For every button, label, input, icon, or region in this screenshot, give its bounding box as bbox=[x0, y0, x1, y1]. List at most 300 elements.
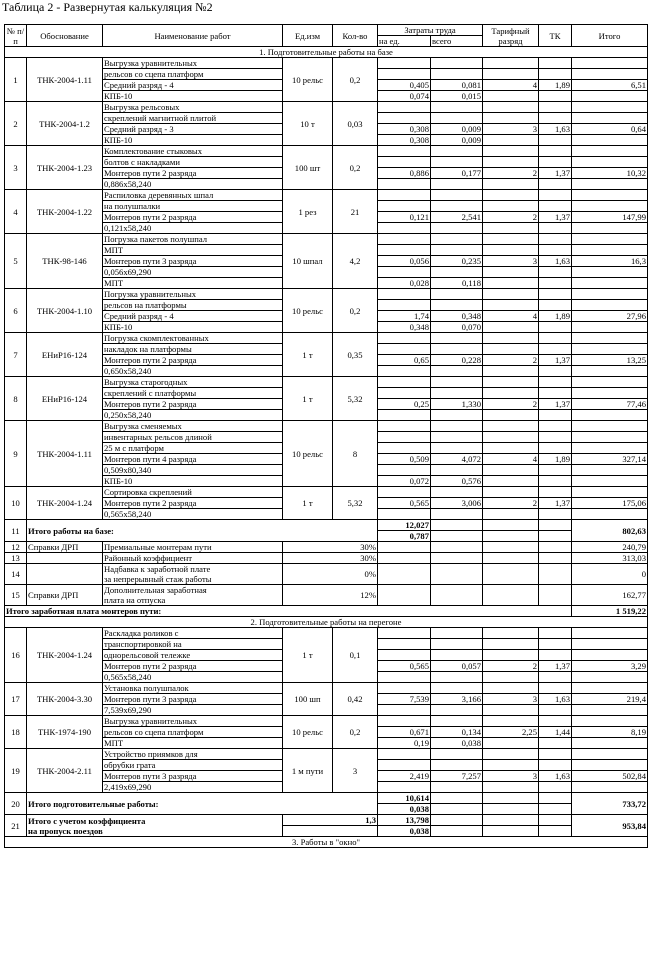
labor-total: 0,134 bbox=[431, 727, 483, 738]
cell bbox=[483, 826, 539, 837]
tk-value bbox=[539, 509, 572, 520]
row-total bbox=[572, 91, 648, 102]
cell bbox=[539, 804, 572, 815]
tk-value bbox=[539, 366, 572, 377]
labor-total bbox=[431, 421, 483, 432]
row-total bbox=[572, 113, 648, 124]
row-qty: 0,03 bbox=[333, 102, 378, 146]
table-row bbox=[5, 585, 648, 606]
work-name: Выгрузка старогодных bbox=[103, 377, 283, 388]
tk-value bbox=[539, 289, 572, 300]
row-total bbox=[572, 333, 648, 344]
labor-per-unit: 0,074 bbox=[378, 91, 431, 102]
tk-value bbox=[539, 465, 572, 476]
tk-value bbox=[539, 333, 572, 344]
cell bbox=[539, 793, 572, 804]
row-basis: ЕНиР16-124 bbox=[27, 377, 103, 421]
tk-value bbox=[539, 650, 572, 661]
tariff-grade bbox=[483, 388, 539, 399]
tk-value bbox=[539, 760, 572, 771]
labor-per-unit bbox=[378, 69, 431, 80]
work-name-line: Районный коэффициент bbox=[104, 553, 193, 563]
row-number: 7 bbox=[5, 333, 27, 377]
row-unit: 100 шп bbox=[283, 683, 333, 716]
work-name: однорельсовой тележке bbox=[103, 650, 283, 661]
tk-value bbox=[539, 179, 572, 190]
labor-total: 10,614 bbox=[378, 793, 431, 804]
labor-per-unit bbox=[378, 223, 431, 234]
cell bbox=[539, 553, 572, 564]
header-row bbox=[5, 25, 648, 36]
total-row bbox=[5, 815, 648, 826]
row-number: 2 bbox=[5, 102, 27, 146]
tk-value bbox=[539, 705, 572, 716]
tk-value bbox=[539, 91, 572, 102]
row-qty: 8 bbox=[333, 421, 378, 487]
labor-total: 7,257 bbox=[431, 771, 483, 782]
labor-per-unit: 0,028 bbox=[378, 278, 431, 289]
row-unit: 1 т bbox=[283, 333, 333, 377]
row-total: 733,72 bbox=[572, 793, 648, 815]
tariff-grade bbox=[483, 760, 539, 771]
tariff-grade: 3 bbox=[483, 256, 539, 267]
work-name: Монтеров пути 3 разряда bbox=[103, 694, 283, 705]
tk-value bbox=[539, 300, 572, 311]
labor-total bbox=[431, 509, 483, 520]
tariff-grade bbox=[483, 69, 539, 80]
row-total bbox=[572, 201, 648, 212]
labor-total: 0,787 bbox=[378, 531, 431, 542]
tk-value bbox=[539, 410, 572, 421]
work-name: Устройство приямков для bbox=[103, 749, 283, 760]
wage-total-label: Итого заработная плата монтеров пути: bbox=[5, 606, 572, 617]
labor-per-unit bbox=[378, 113, 431, 124]
row-unit: 1 т bbox=[283, 628, 333, 683]
percent: 30% bbox=[283, 542, 378, 553]
row-basis: ТНК-2004-1.10 bbox=[27, 289, 103, 333]
labor-per-unit: 0,886 bbox=[378, 168, 431, 179]
tariff-grade bbox=[483, 487, 539, 498]
tariff-grade bbox=[483, 377, 539, 388]
row-total bbox=[572, 465, 648, 476]
labor-per-unit: 0,405 bbox=[378, 80, 431, 91]
tariff-grade bbox=[483, 509, 539, 520]
row-basis: ТНК-2004-1.23 bbox=[27, 146, 103, 190]
row-total: 27,96 bbox=[572, 311, 648, 322]
tariff-grade: 2 bbox=[483, 498, 539, 509]
labor-total bbox=[431, 443, 483, 454]
labor-per-unit bbox=[378, 289, 431, 300]
header-tk: ТК bbox=[539, 25, 572, 47]
cell bbox=[431, 815, 483, 826]
table-row bbox=[5, 377, 648, 388]
tk-value bbox=[539, 388, 572, 399]
percent: 0% bbox=[283, 564, 378, 585]
work-name: Установка полушпалок bbox=[103, 683, 283, 694]
row-number: 4 bbox=[5, 190, 27, 234]
cell bbox=[483, 804, 539, 815]
row-number: 21 bbox=[5, 815, 27, 837]
row-basis: ТНК-2004-1.11 bbox=[27, 421, 103, 487]
header-total-labor: всего bbox=[431, 36, 483, 47]
labor-total bbox=[431, 650, 483, 661]
cell bbox=[483, 520, 539, 531]
tk-value bbox=[539, 157, 572, 168]
table-row bbox=[5, 542, 648, 553]
table-row bbox=[5, 487, 648, 498]
labor-total bbox=[431, 749, 483, 760]
labor-total: 0,177 bbox=[431, 168, 483, 179]
labor-total bbox=[431, 716, 483, 727]
labor-per-unit bbox=[378, 650, 431, 661]
tariff-grade: 3 bbox=[483, 694, 539, 705]
work-name bbox=[103, 564, 283, 585]
work-name: 0,056х69,290 bbox=[103, 267, 283, 278]
work-name: скреплений магнитной плитой bbox=[103, 113, 283, 124]
work-name: Монтеров пути 2 разряда bbox=[103, 355, 283, 366]
tariff-grade: 2 bbox=[483, 212, 539, 223]
work-name: Выгрузка уравнительных bbox=[103, 58, 283, 69]
row-number: 13 bbox=[5, 553, 27, 564]
tariff-grade bbox=[483, 135, 539, 146]
labor-per-unit bbox=[378, 509, 431, 520]
header-basis: Обоснование bbox=[27, 25, 103, 47]
tk-value bbox=[539, 278, 572, 289]
row-total bbox=[572, 760, 648, 771]
table-row bbox=[5, 234, 648, 245]
row-basis: Справки ДРП bbox=[27, 542, 103, 553]
work-name: Монтеров пути 2 разряда bbox=[103, 168, 283, 179]
row-total: 0 bbox=[572, 564, 648, 585]
labor-total: 13,798 bbox=[378, 815, 431, 826]
tariff-grade bbox=[483, 716, 539, 727]
tk-value bbox=[539, 69, 572, 80]
work-name: 0,509х80,340 bbox=[103, 465, 283, 476]
row-qty: 0,2 bbox=[333, 58, 378, 102]
row-total bbox=[572, 476, 648, 487]
tk-value bbox=[539, 234, 572, 245]
labor-per-unit: 0,121 bbox=[378, 212, 431, 223]
work-name: Монтеров пути 4 разряда bbox=[103, 454, 283, 465]
tk-value bbox=[539, 738, 572, 749]
row-basis: ТНК-2004-3.30 bbox=[27, 683, 103, 716]
labor-per-unit bbox=[378, 760, 431, 771]
tariff-grade bbox=[483, 190, 539, 201]
work-name: 0,565х58,240 bbox=[103, 672, 283, 683]
labor-per-unit bbox=[378, 146, 431, 157]
work-name: накладок на платформы bbox=[103, 344, 283, 355]
row-qty: 0,2 bbox=[333, 716, 378, 749]
cell bbox=[483, 585, 539, 606]
row-total bbox=[572, 716, 648, 727]
row-number: 9 bbox=[5, 421, 27, 487]
labor-total bbox=[431, 487, 483, 498]
cell bbox=[431, 585, 483, 606]
table-row bbox=[5, 289, 648, 300]
work-name-line: Премиальные монтерам пути bbox=[104, 542, 212, 552]
tk-value bbox=[539, 267, 572, 278]
row-total bbox=[572, 639, 648, 650]
work-name: Монтеров пути 3 разряда bbox=[103, 256, 283, 267]
row-basis: ТНК-98-146 bbox=[27, 234, 103, 289]
labor-total bbox=[431, 377, 483, 388]
tk-value bbox=[539, 476, 572, 487]
row-total: 313,03 bbox=[572, 553, 648, 564]
cell bbox=[539, 564, 572, 585]
header-total: Итого bbox=[572, 25, 648, 47]
tk-value: 1,37 bbox=[539, 498, 572, 509]
total-label: Итого подготовительные работы: bbox=[27, 793, 378, 815]
work-name bbox=[103, 542, 283, 553]
tariff-grade bbox=[483, 432, 539, 443]
row-total bbox=[572, 421, 648, 432]
row-total bbox=[572, 190, 648, 201]
tariff-grade: 2 bbox=[483, 355, 539, 366]
row-qty: 5,32 bbox=[333, 377, 378, 421]
header-name: Наименование работ bbox=[103, 25, 283, 47]
tk-value bbox=[539, 201, 572, 212]
header-labor: Затраты труда bbox=[378, 25, 483, 36]
labor-total bbox=[431, 344, 483, 355]
labor-per-unit: 0,072 bbox=[378, 476, 431, 487]
labor-total bbox=[431, 289, 483, 300]
tariff-grade bbox=[483, 683, 539, 694]
section-title: 1. Подготовительные работы на базе bbox=[5, 47, 648, 58]
row-number: 3 bbox=[5, 146, 27, 190]
row-total bbox=[572, 377, 648, 388]
cell bbox=[483, 815, 539, 826]
labor-per-unit: 0,565 bbox=[378, 661, 431, 672]
tariff-grade: 3 bbox=[483, 771, 539, 782]
tariff-grade bbox=[483, 245, 539, 256]
tk-value: 1,63 bbox=[539, 771, 572, 782]
tariff-grade bbox=[483, 333, 539, 344]
labor-total bbox=[431, 69, 483, 80]
header-qty: Кол-во bbox=[333, 25, 378, 47]
labor-total: 4,072 bbox=[431, 454, 483, 465]
labor-per-unit: 0,056 bbox=[378, 256, 431, 267]
row-number: 15 bbox=[5, 585, 27, 606]
tk-value bbox=[539, 443, 572, 454]
labor-total bbox=[431, 267, 483, 278]
row-total bbox=[572, 278, 648, 289]
cell bbox=[483, 531, 539, 542]
work-name: МПТ bbox=[103, 738, 283, 749]
labor-per-unit bbox=[378, 443, 431, 454]
labor-total: 2,541 bbox=[431, 212, 483, 223]
cell bbox=[539, 815, 572, 826]
row-basis: ТНК-2004-1.24 bbox=[27, 628, 103, 683]
percent: 12% bbox=[283, 585, 378, 606]
tk-value bbox=[539, 102, 572, 113]
row-unit: 10 т bbox=[283, 102, 333, 146]
work-name: транспортировкой на bbox=[103, 639, 283, 650]
labor-per-unit bbox=[378, 410, 431, 421]
labor-per-unit bbox=[378, 157, 431, 168]
labor-per-unit bbox=[378, 465, 431, 476]
row-basis: ТНК-2004-1.11 bbox=[27, 58, 103, 102]
total-row bbox=[5, 520, 648, 531]
tariff-grade bbox=[483, 223, 539, 234]
row-total bbox=[572, 344, 648, 355]
work-name: рельсов со сцепа платформ bbox=[103, 69, 283, 80]
cell bbox=[539, 542, 572, 553]
cell bbox=[378, 553, 431, 564]
header-per-unit: на ед. bbox=[378, 36, 431, 47]
labor-total: 0,576 bbox=[431, 476, 483, 487]
row-total bbox=[572, 223, 648, 234]
labor-total: 0,038 bbox=[378, 804, 431, 815]
labor-total bbox=[431, 410, 483, 421]
tariff-grade bbox=[483, 91, 539, 102]
tk-value bbox=[539, 487, 572, 498]
row-number: 18 bbox=[5, 716, 27, 749]
row-unit: 10 рельс bbox=[283, 716, 333, 749]
work-name: 7,539х69,290 bbox=[103, 705, 283, 716]
tariff-grade: 4 bbox=[483, 454, 539, 465]
labor-per-unit bbox=[378, 377, 431, 388]
row-total bbox=[572, 234, 648, 245]
work-name: 0,121х58,240 bbox=[103, 223, 283, 234]
work-name: КПБ-10 bbox=[103, 322, 283, 333]
row-total bbox=[572, 146, 648, 157]
labor-total bbox=[431, 683, 483, 694]
row-total: 6,51 bbox=[572, 80, 648, 91]
row-total bbox=[572, 650, 648, 661]
labor-per-unit bbox=[378, 234, 431, 245]
tk-value: 1,37 bbox=[539, 399, 572, 410]
row-qty: 21 bbox=[333, 190, 378, 234]
labor-total: 0,009 bbox=[431, 124, 483, 135]
row-basis: Справки ДРП bbox=[27, 585, 103, 606]
labor-total bbox=[431, 366, 483, 377]
cell bbox=[378, 564, 431, 585]
work-name: Выгрузка рельсовых bbox=[103, 102, 283, 113]
work-name: Раскладка роликов с bbox=[103, 628, 283, 639]
row-total bbox=[572, 245, 648, 256]
row-unit: 100 шт bbox=[283, 146, 333, 190]
row-unit: 1 т bbox=[283, 487, 333, 520]
cell bbox=[431, 520, 483, 531]
row-total bbox=[572, 672, 648, 683]
labor-total bbox=[431, 672, 483, 683]
work-name: инвентарных рельсов длиной bbox=[103, 432, 283, 443]
row-qty: 3 bbox=[333, 749, 378, 793]
labor-per-unit bbox=[378, 300, 431, 311]
work-name: Выгрузка уравнительных bbox=[103, 716, 283, 727]
tk-value bbox=[539, 639, 572, 650]
table-row bbox=[5, 716, 648, 727]
row-total bbox=[572, 410, 648, 421]
work-name-line: Надбавка к заработной плате bbox=[104, 564, 211, 574]
cell bbox=[431, 564, 483, 585]
cell bbox=[283, 826, 378, 837]
labor-per-unit: 2,419 bbox=[378, 771, 431, 782]
row-total: 240,79 bbox=[572, 542, 648, 553]
tariff-grade bbox=[483, 366, 539, 377]
labor-per-unit bbox=[378, 267, 431, 278]
labor-total: 0,235 bbox=[431, 256, 483, 267]
tk-value bbox=[539, 322, 572, 333]
row-number: 6 bbox=[5, 289, 27, 333]
labor-total: 3,006 bbox=[431, 498, 483, 509]
tariff-grade bbox=[483, 628, 539, 639]
row-unit: 10 шпал bbox=[283, 234, 333, 289]
row-total bbox=[572, 432, 648, 443]
labor-per-unit: 7,539 bbox=[378, 694, 431, 705]
section-title-row bbox=[5, 47, 648, 58]
labor-total: 12,027 bbox=[378, 520, 431, 531]
tariff-grade bbox=[483, 179, 539, 190]
work-name: Монтеров пути 2 разряда bbox=[103, 661, 283, 672]
tariff-grade bbox=[483, 344, 539, 355]
tk-value bbox=[539, 245, 572, 256]
total-row bbox=[5, 793, 648, 804]
tk-value: 1,63 bbox=[539, 124, 572, 135]
labor-total bbox=[431, 146, 483, 157]
row-total bbox=[572, 58, 648, 69]
row-total: 175,06 bbox=[572, 498, 648, 509]
tariff-grade bbox=[483, 639, 539, 650]
labor-per-unit bbox=[378, 672, 431, 683]
row-total: 953,84 bbox=[572, 815, 648, 837]
row-total bbox=[572, 322, 648, 333]
total-label-line: на пропуск поездов bbox=[28, 825, 103, 836]
cell bbox=[483, 564, 539, 585]
work-name bbox=[103, 585, 283, 606]
wage-total-value: 1 519,22 bbox=[572, 606, 648, 617]
work-name: Монтеров пути 3 разряда bbox=[103, 771, 283, 782]
tariff-grade bbox=[483, 410, 539, 421]
work-name: Монтеров пути 2 разряда bbox=[103, 399, 283, 410]
cell bbox=[539, 520, 572, 531]
labor-total bbox=[431, 245, 483, 256]
tariff-grade bbox=[483, 267, 539, 278]
row-number: 5 bbox=[5, 234, 27, 289]
tk-value bbox=[539, 782, 572, 793]
row-qty: 0,35 bbox=[333, 333, 378, 377]
row-number: 14 bbox=[5, 564, 27, 585]
tariff-grade bbox=[483, 102, 539, 113]
labor-per-unit bbox=[378, 705, 431, 716]
tariff-grade: 2,25 bbox=[483, 727, 539, 738]
labor-per-unit: 0,671 bbox=[378, 727, 431, 738]
section-title: 2. Подготовительные работы на перегоне bbox=[5, 617, 648, 628]
row-number: 1 bbox=[5, 58, 27, 102]
tk-value bbox=[539, 377, 572, 388]
labor-total: 0,015 bbox=[431, 91, 483, 102]
row-total: 3,29 bbox=[572, 661, 648, 672]
section-title-row bbox=[5, 837, 648, 848]
labor-total bbox=[431, 760, 483, 771]
tariff-grade bbox=[483, 749, 539, 760]
work-name: 2,419х69,290 bbox=[103, 782, 283, 793]
tariff-grade bbox=[483, 421, 539, 432]
row-total: 77,46 bbox=[572, 399, 648, 410]
labor-per-unit: 0,19 bbox=[378, 738, 431, 749]
labor-total: 0,228 bbox=[431, 355, 483, 366]
labor-total bbox=[431, 58, 483, 69]
row-total: 802,63 bbox=[572, 520, 648, 542]
tk-value bbox=[539, 344, 572, 355]
tariff-grade: 2 bbox=[483, 661, 539, 672]
labor-total: 3,166 bbox=[431, 694, 483, 705]
table-row bbox=[5, 564, 648, 585]
row-qty: 5,32 bbox=[333, 487, 378, 520]
table-row bbox=[5, 749, 648, 760]
total-label-line: Итого с учетом коэффициента bbox=[28, 815, 146, 826]
tk-value bbox=[539, 716, 572, 727]
